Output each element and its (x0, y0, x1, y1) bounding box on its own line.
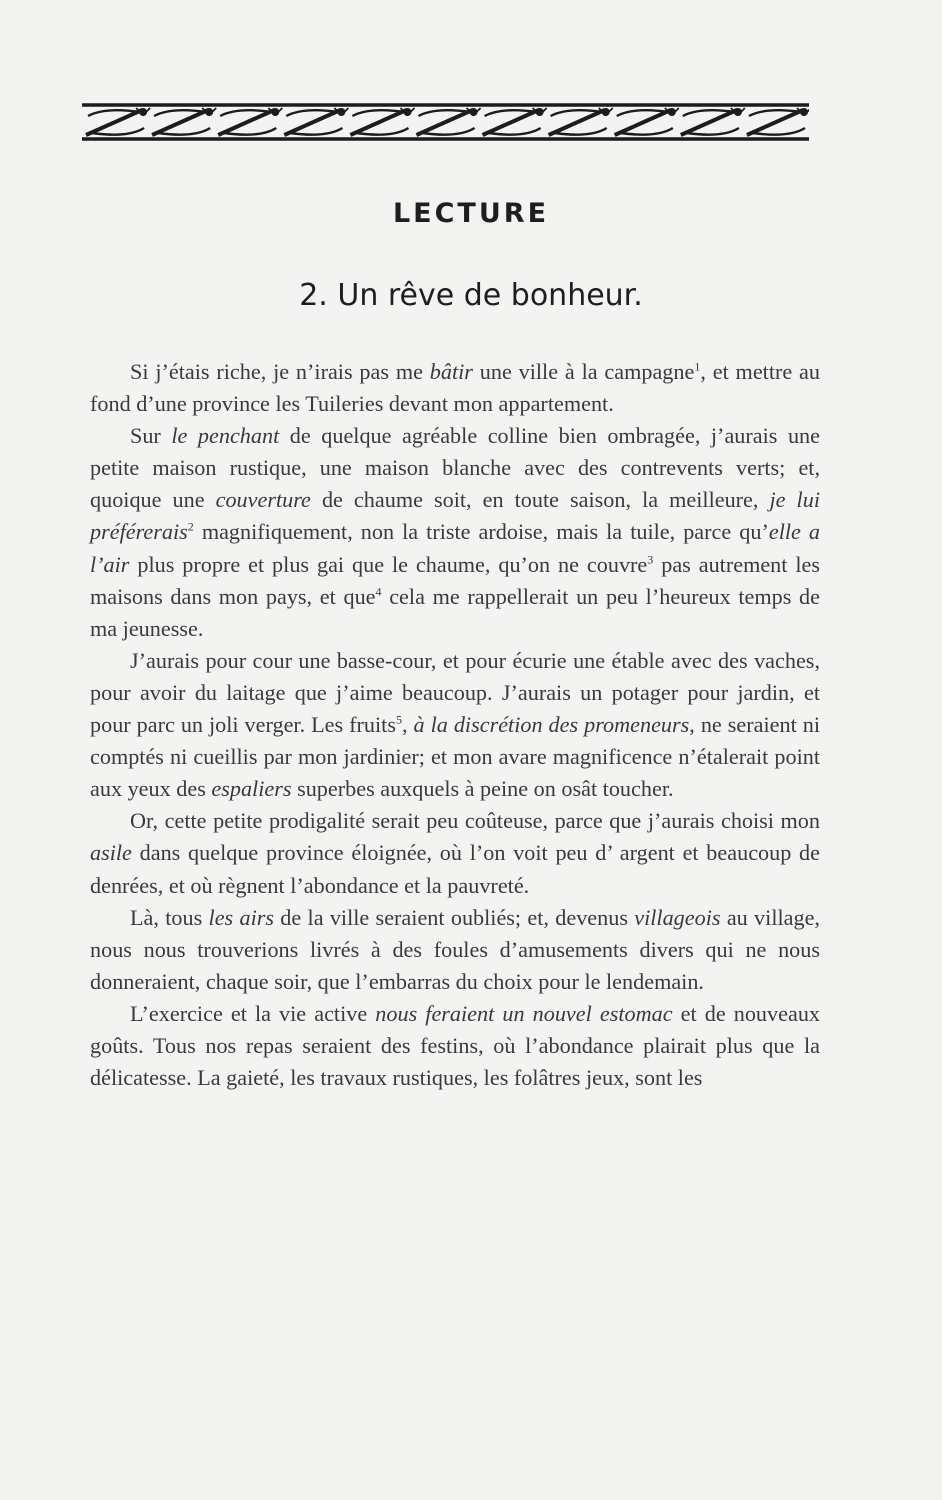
section-heading: LECTURE (392, 198, 550, 229)
footnote-marker: 5 (395, 712, 402, 727)
page-title: 2. Un rêve de bonheur. (299, 278, 643, 313)
paragraph-2: Sur le penchant de quelque agréable colline bien ombragée, j’aurais une petite maison rustique, une maison blanche avec des contrevents verts; et, quoique une couverture de chaume soit, en toute saison, la meilleure, je lui préférerais$^2$ magnifiquement, non la triste ardoise, mais la tuile, parce qu’elle a l’air plus propre et plus gai que le chaume, qu’on ne couvre$^3$ pas autrement les maisons dans mon pays, et que$^4$ cela me rappellerait un peu l’heureux temps de ma jeunesse. (90, 423, 821, 641)
footnote-marker: 4 (375, 584, 382, 599)
paragraph-3: J’aurais pour cour une basse-cour, et pour écurie une étable avec des vaches, pour avoir du laitage que j’aime beaucoup. J’aurais un potager pour jardin, et pour parc un joli verger. Les fruits$^5$, à la discrétion des promeneurs, ne seraient ni comptés ni cueillis par mon jardinier; et mon avare magnificence n’étalerait point aux yeux des espaliers superbes auxquels à peine on osât toucher. (90, 647, 820, 802)
paragraph-1: Si j’étais riche, je n’irais pas me bâtir une ville à la campagne$^1$, et mettre au fond d’une province les Tuileries devant mon appartement. (90, 359, 820, 417)
footnote-marker: 1 (694, 359, 701, 374)
footnote-marker: 2 (187, 520, 194, 535)
footnote-marker: 3 (647, 552, 654, 567)
text-body (90, 356, 820, 1094)
decorative-frieze (82, 102, 809, 142)
paragraph-6: L’exercice et la vie active nous feraient un nouvel estomac et de nouveaux goûts. Tous nos repas seraient des festins, où l’abondance plairait plus que la délicatesse. La gaieté, les travaux rustiques, les folâtres jeux, sont les (90, 1000, 821, 1091)
paragraph-5: Là, tous les airs de la ville seraient oubliés; et, devenus villageois au village, nous nous trouverions livrés à des foules d’amusements divers qui ne nous donneraient, chaque soir, que l’embarras du choix pour le lendemain. (90, 904, 820, 994)
paragraph-4: Or, cette petite prodigalité serait peu coûteuse, parce que j’aurais choisi mon asile dans quelque province éloignée, où l’on voit peu d’ argent et beaucoup de denrées, et où règnent l’abondance et la pauvreté. (90, 808, 820, 898)
